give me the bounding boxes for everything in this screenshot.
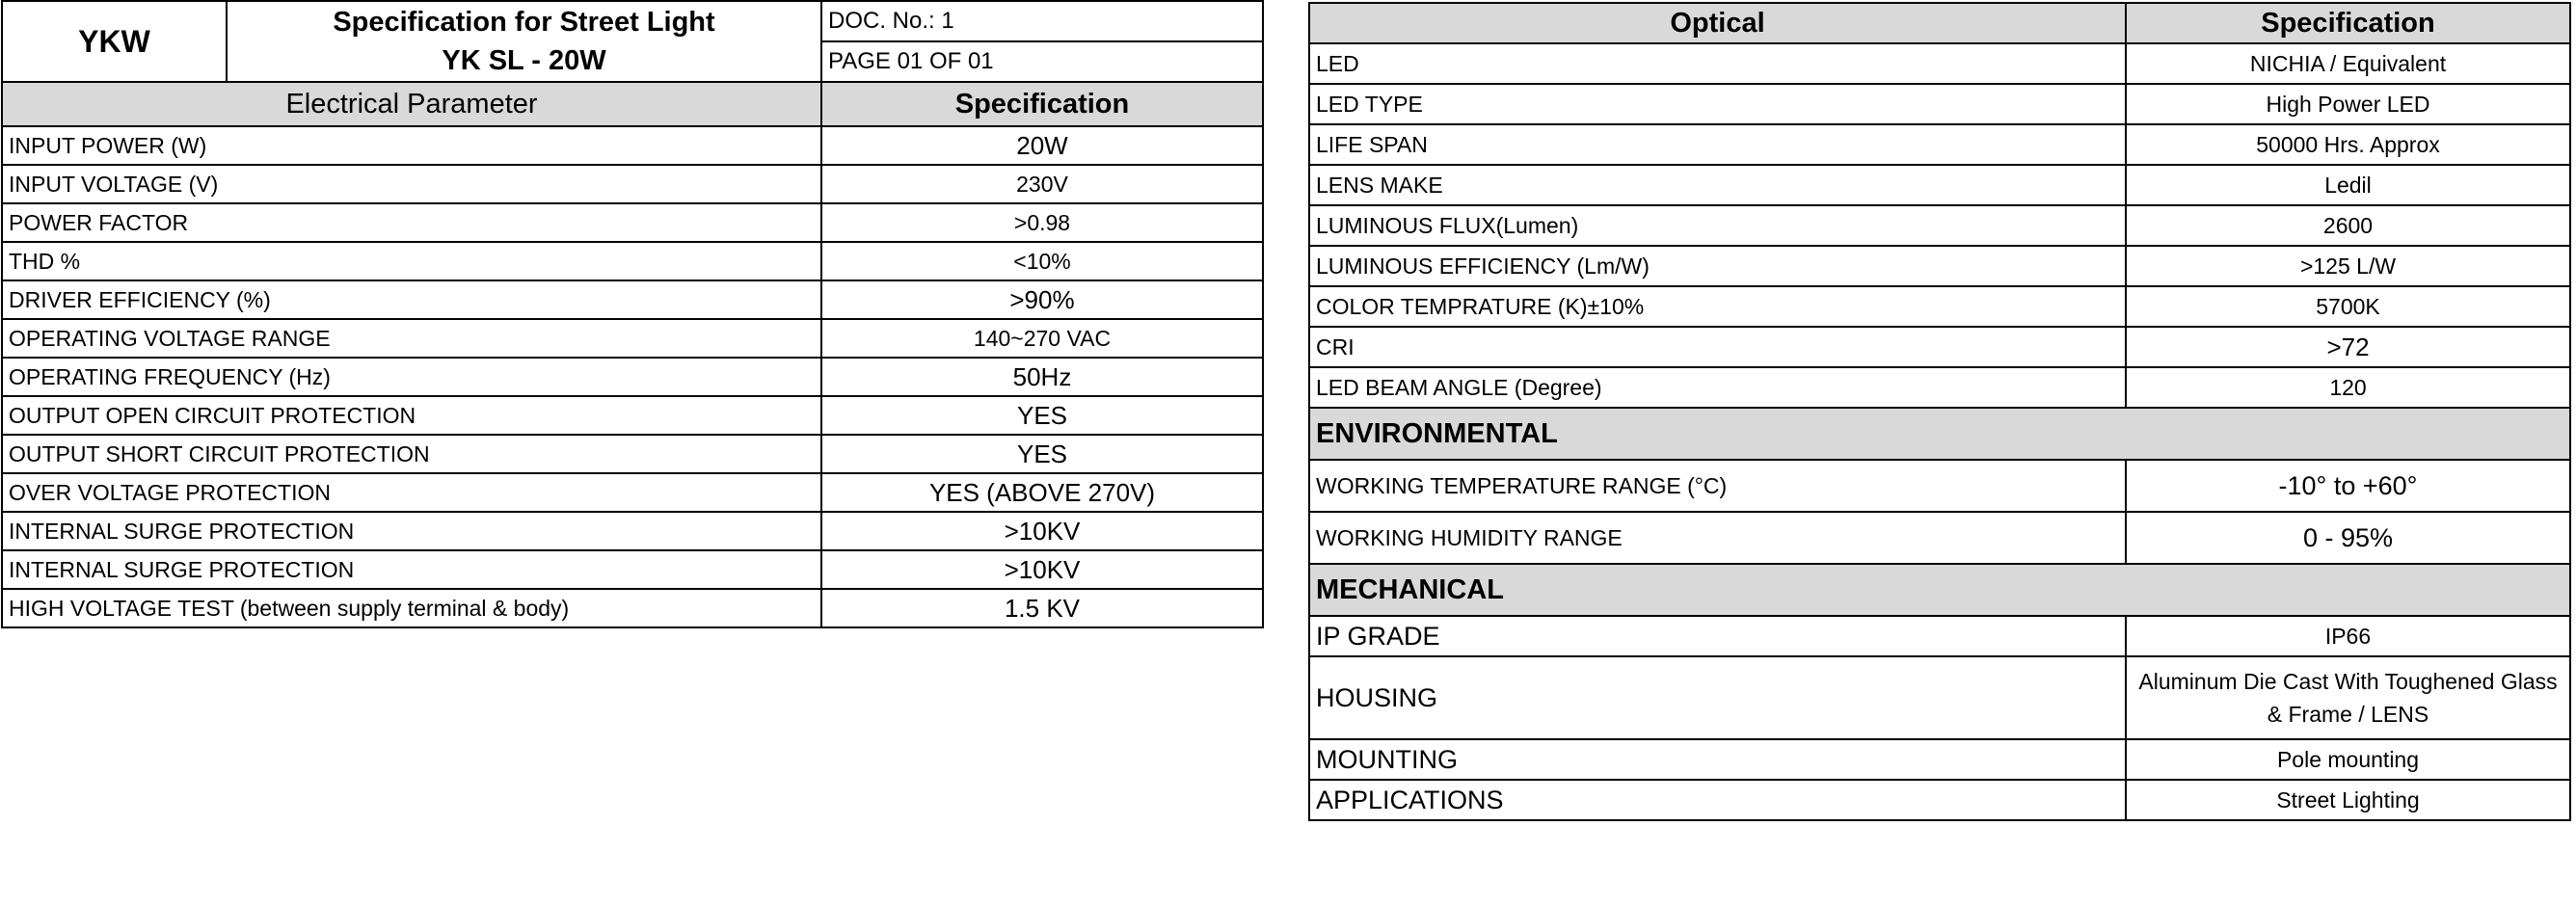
row-label: INTERNAL SURGE PROTECTION: [2, 512, 821, 550]
row-label: HIGH VOLTAGE TEST (between supply terminal & body): [2, 589, 821, 627]
table-row: [2, 358, 1263, 396]
row-label: INPUT POWER (W): [2, 126, 821, 165]
environmental-heading: ENVIRONMENTAL: [1309, 408, 2570, 460]
table-row: [2, 473, 1263, 512]
row-label: WORKING HUMIDITY RANGE: [1309, 512, 2126, 564]
row-label: POWER FACTOR: [2, 203, 821, 242]
table-row: [1309, 780, 2570, 820]
row-value: YES: [821, 396, 1263, 435]
table-row: [2, 203, 1263, 242]
table-row: [2, 319, 1263, 358]
electrical-parameter-table: [1, 81, 1264, 628]
row-label: LENS MAKE: [1309, 165, 2126, 205]
row-label: OVER VOLTAGE PROTECTION: [2, 473, 821, 512]
row-label: APPLICATIONS: [1309, 780, 2126, 820]
row-value: <10%: [821, 242, 1263, 280]
row-value: >72: [2126, 327, 2570, 367]
row-value: >10KV: [821, 512, 1263, 550]
row-value: Ledil: [2126, 165, 2570, 205]
row-label: OUTPUT OPEN CIRCUIT PROTECTION: [2, 396, 821, 435]
title-line-1: Specification for Street Light: [333, 7, 715, 38]
row-label: MOUNTING: [1309, 739, 2126, 780]
row-label: LED: [1309, 43, 2126, 84]
row-label: THD %: [2, 242, 821, 280]
table-row: [1309, 739, 2570, 780]
table-row: [1309, 43, 2570, 84]
table-row: [1309, 327, 2570, 367]
row-label: COLOR TEMPRATURE (K)±10%: [1309, 286, 2126, 327]
table-row: [2, 512, 1263, 550]
row-label: HOUSING: [1309, 656, 2126, 739]
table-row: [1309, 165, 2570, 205]
table-row: [1309, 512, 2570, 564]
table-row: [2, 126, 1263, 165]
row-value: 1.5 KV: [821, 589, 1263, 627]
table-row: [1309, 656, 2570, 739]
row-value: 50Hz: [821, 358, 1263, 396]
row-label: OPERATING VOLTAGE RANGE: [2, 319, 821, 358]
row-label: LED TYPE: [1309, 84, 2126, 124]
electrical-spec-heading: Specification: [821, 82, 1263, 126]
row-value: IP66: [2126, 616, 2570, 656]
optical-spec-heading: Specification: [2126, 3, 2570, 43]
row-value: 0 - 95%: [2126, 512, 2570, 564]
row-value: 140~270 VAC: [821, 319, 1263, 358]
row-label: DRIVER EFFICIENCY (%): [2, 280, 821, 319]
row-label: LUMINOUS FLUX(Lumen): [1309, 205, 2126, 246]
company-name: YKW: [2, 1, 227, 82]
table-row: [1309, 286, 2570, 327]
row-value: -10° to +60°: [2126, 460, 2570, 512]
optical-heading: Optical: [1309, 3, 2126, 43]
row-label: OUTPUT SHORT CIRCUIT PROTECTION: [2, 435, 821, 473]
row-value: >125 L/W: [2126, 246, 2570, 286]
row-value: 120: [2126, 367, 2570, 408]
electrical-heading: Electrical Parameter: [2, 82, 821, 126]
table-row: [1309, 246, 2570, 286]
document-title: [227, 1, 821, 82]
table-row: [2, 165, 1263, 203]
row-value: 5700K: [2126, 286, 2570, 327]
row-value: 2600: [2126, 205, 2570, 246]
table-row: [1309, 124, 2570, 165]
table-row: [2, 550, 1263, 589]
page-number: PAGE 01 OF 01: [821, 41, 1263, 82]
row-label: WORKING TEMPERATURE RANGE (°C): [1309, 460, 2126, 512]
row-label: INTERNAL SURGE PROTECTION: [2, 550, 821, 589]
table-row: [1309, 367, 2570, 408]
table-row: [2, 280, 1263, 319]
row-value: 50000 Hrs. Approx: [2126, 124, 2570, 165]
title-line-2: YK SL - 20W: [442, 45, 606, 76]
row-label: LIFE SPAN: [1309, 124, 2126, 165]
table-row: [1309, 616, 2570, 656]
mechanical-heading: MECHANICAL: [1309, 564, 2570, 616]
doc-number: DOC. No.: 1: [821, 1, 1263, 41]
row-value: 230V: [821, 165, 1263, 203]
row-label: INPUT VOLTAGE (V): [2, 165, 821, 203]
row-label: IP GRADE: [1309, 616, 2126, 656]
table-row: [2, 435, 1263, 473]
row-value: High Power LED: [2126, 84, 2570, 124]
row-value: Street Lighting: [2126, 780, 2570, 820]
table-row: [2, 242, 1263, 280]
row-value: 20W: [821, 126, 1263, 165]
row-label: OPERATING FREQUENCY (Hz): [2, 358, 821, 396]
document-header: [1, 0, 1264, 83]
row-value: >90%: [821, 280, 1263, 319]
row-label: CRI: [1309, 327, 2126, 367]
table-row: [1309, 460, 2570, 512]
optical-specification-table: [1308, 2, 2571, 821]
row-value: NICHIA / Equivalent: [2126, 43, 2570, 84]
row-value: Pole mounting: [2126, 739, 2570, 780]
row-value: >0.98: [821, 203, 1263, 242]
row-value: YES: [821, 435, 1263, 473]
row-value: >10KV: [821, 550, 1263, 589]
table-row: [1309, 205, 2570, 246]
row-label: LUMINOUS EFFICIENCY (Lm/W): [1309, 246, 2126, 286]
table-row: [2, 589, 1263, 627]
row-label: LED BEAM ANGLE (Degree): [1309, 367, 2126, 408]
table-row: [1309, 84, 2570, 124]
table-row: [2, 396, 1263, 435]
row-value: YES (ABOVE 270V): [821, 473, 1263, 512]
row-value: Aluminum Die Cast With Toughened Glass & Frame / LENS: [2126, 656, 2570, 739]
